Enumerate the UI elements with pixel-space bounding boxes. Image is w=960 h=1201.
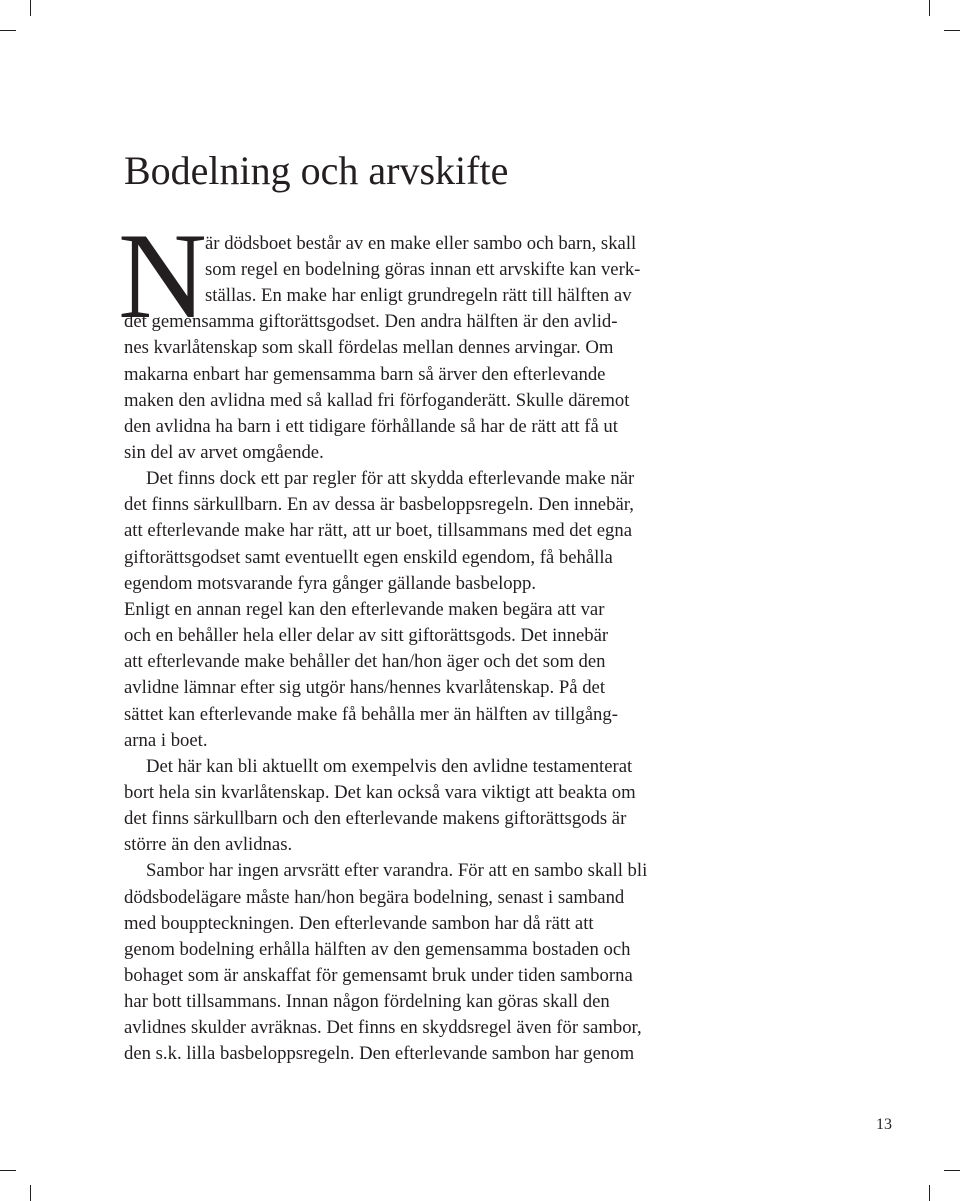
- crop-mark-bottom-right: [929, 1185, 930, 1201]
- crop-mark-top-right: [929, 0, 930, 16]
- body-line-7: maken den avlidna med så kallad fri förfoganderätt. Skulle däremot: [124, 390, 630, 411]
- body-line-30: har bott tillsammans. Innan någon fördelning kan göras skall den: [124, 991, 610, 1012]
- body-line-18: avlidne lämnar efter sig utgör hans/hennes kvarlåtenskap. På det: [124, 677, 606, 698]
- body-line-2: som regel en bodelning göras innan ett arvskifte kan verk-: [205, 259, 641, 280]
- body-line-31: avlidnes skulder avräknas. Det finns en skyddsregel även för sambor,: [124, 1017, 642, 1038]
- body-line-3: ställas. En make har enligt grundregeln rätt till hälften av: [205, 285, 632, 306]
- body-line-29: bohaget som är anskaffat för gemensamt bruk under tiden samborna: [124, 965, 633, 986]
- body-line-25: Sambor har ingen arvsrätt efter varandra. För att en sambo skall bli: [146, 860, 648, 881]
- crop-mark-top-left: [30, 0, 31, 16]
- body-line-4: det gemensamma giftorättsgodset. Den andra hälften är den avlid-: [124, 311, 618, 332]
- body-line-12: att efterlevande make har rätt, att ur boet, tillsammans med det egna: [124, 520, 632, 541]
- body-line-20: arna i boet.: [124, 730, 208, 751]
- crop-mark-right-bottom: [944, 1170, 960, 1171]
- body-line-17: att efterlevande make behåller det han/hon äger och det som den: [124, 651, 606, 672]
- drop-cap: N: [118, 207, 207, 344]
- body-line-9: sin del av arvet omgående.: [124, 442, 324, 463]
- body-line-23: det finns särkullbarn och den efterlevande makens giftorättsgods är: [124, 808, 627, 829]
- body-line-6: makarna enbart har gemensamma barn så ärver den efterlevande: [124, 364, 606, 385]
- body-line-26: dödsbodelägare måste han/hon begära bodelning, senast i samband: [124, 887, 625, 908]
- crop-mark-right-top: [944, 30, 960, 31]
- page-number: 13: [876, 1116, 892, 1133]
- body-line-1: är dödsboet består av en make eller sambo och barn, skall: [205, 233, 637, 254]
- chapter-title: Bodelning och arvskifte: [124, 148, 509, 193]
- body-line-11: det finns särkullbarn. En av dessa är basbeloppsregeln. Den innebär,: [124, 494, 634, 515]
- body-line-5: nes kvarlåtenskap som skall fördelas mellan dennes arvingar. Om: [124, 337, 614, 358]
- body-line-14: egendom motsvarande fyra gånger gällande basbelopp.: [124, 573, 537, 594]
- body-line-10: Det finns dock ett par regler för att skydda efterlevande make när: [146, 468, 635, 489]
- body-line-8: den avlidna ha barn i ett tidigare förhållande så har de rätt att få ut: [124, 416, 618, 437]
- body-line-22: bort hela sin kvarlåtenskap. Det kan också vara viktigt att beakta om: [124, 782, 636, 803]
- crop-mark-bottom-left: [30, 1185, 31, 1201]
- body-line-13: giftorättsgodset samt eventuellt egen enskild egendom, få behålla: [124, 547, 613, 568]
- body-line-27: med bouppteckningen. Den efterlevande sambon har då rätt att: [124, 913, 594, 934]
- body-line-28: genom bodelning erhålla hälften av den gemensamma bostaden och: [124, 939, 631, 960]
- crop-mark-left-top: [0, 30, 16, 31]
- body-line-15: Enligt en annan regel kan den efterlevande maken begära att var: [124, 599, 605, 620]
- body-line-16: och en behåller hela eller delar av sitt giftorättsgods. Det innebär: [124, 625, 609, 646]
- body-line-24: större än den avlidnas.: [124, 834, 293, 855]
- body-line-19: sättet kan efterlevande make få behålla mer än hälften av tillgång-: [124, 704, 618, 725]
- crop-mark-left-bottom: [0, 1170, 16, 1171]
- body-line-32: den s.k. lilla basbeloppsregeln. Den efterlevande sambon har genom: [124, 1043, 635, 1064]
- body-line-21: Det här kan bli aktuellt om exempelvis den avlidne testamenterat: [146, 756, 633, 777]
